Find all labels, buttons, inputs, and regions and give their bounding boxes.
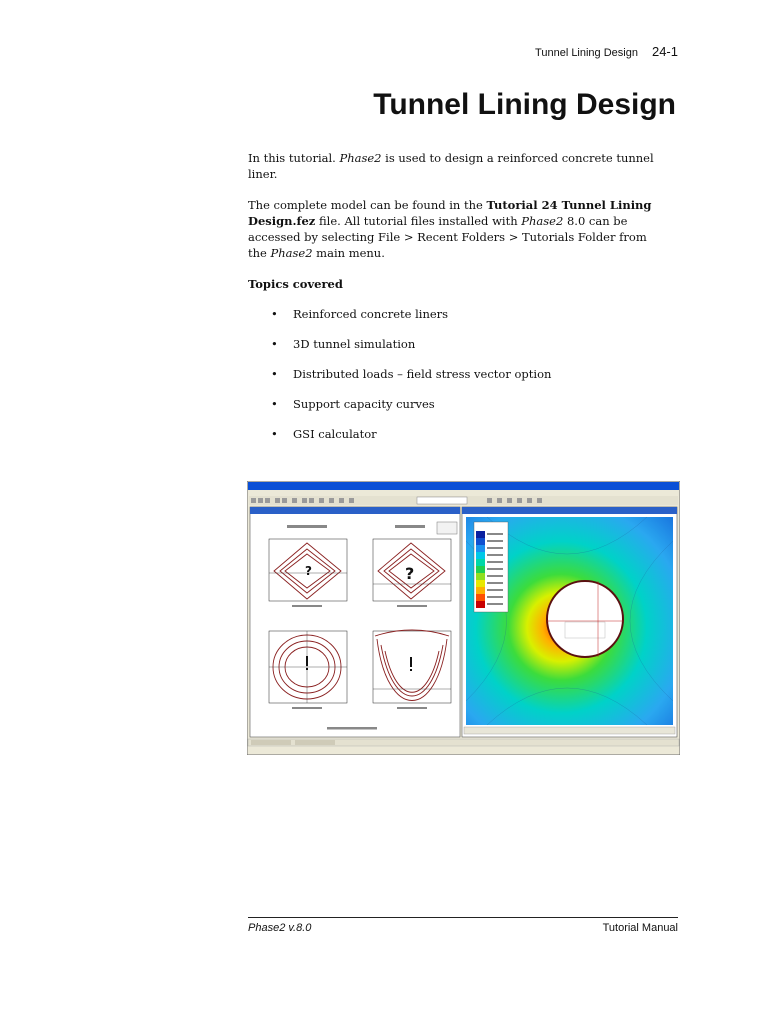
intro-text: The complete model can be found in the [248,198,487,212]
topic-text: 3D tunnel simulation [293,337,416,351]
product-name: Phase2 [270,246,313,260]
topic-text: Support capacity curves [293,397,435,411]
product-name: Phase2 [339,151,382,165]
list-item [248,366,668,382]
bullet: • [271,427,278,441]
intro-paragraph-2 [248,197,668,261]
bullet: • [271,307,278,321]
page-number: 24-1 [651,44,678,59]
product-name: Phase2 [521,214,564,228]
intro-text: In this tutorial. [248,151,340,165]
topics-list [248,306,668,442]
svg-text:?: ? [405,564,415,583]
footer-version: Phase2 v.8.0 [248,922,312,934]
intro-text: main menu. [312,246,385,260]
intro-text: 8.0 can be accessed by selecting File > Recent Folders > Tutorials Folder from the [248,214,647,260]
list-item [248,336,668,352]
bullet: • [271,337,278,351]
topics-heading: Topics covered [248,277,343,291]
bullet: • [271,367,278,381]
footer-manual: Tutorial Manual [602,922,678,934]
topic-text: Reinforced concrete liners [293,307,449,321]
running-title: Tunnel Lining Design [535,47,638,59]
page-title: Tunnel Lining Design [373,88,676,121]
software-screenshot [247,481,680,755]
bullet: • [271,397,278,411]
list-item [248,396,668,412]
intro-paragraph-1 [248,150,668,182]
list-item [248,306,668,322]
intro-text: file. All tutorial files installed with [315,214,522,228]
list-item [248,426,668,442]
intro-text: is used to design a reinforced concrete tunnel liner. [248,151,654,181]
tutorial-file-name: Tutorial 24 Tunnel Lining Design.fez [248,198,652,228]
svg-text:?: ? [305,564,312,578]
topic-text: Distributed loads – field stress vector option [293,367,552,381]
running-header [535,44,678,59]
body-text [248,150,668,456]
topic-text: GSI calculator [293,427,377,441]
footer-divider [248,917,678,918]
